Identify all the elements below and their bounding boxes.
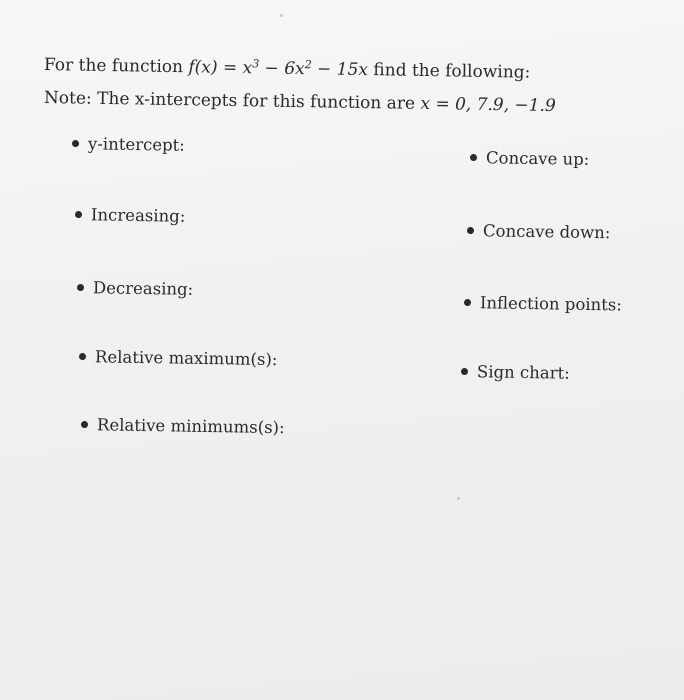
header-prefix: For the function (43, 55, 189, 78)
item-label: Concave down: (482, 221, 611, 243)
function-expr-part: f(x) = x (188, 57, 253, 79)
question-header (44, 55, 531, 83)
item-label: Relative maximum(s): (94, 347, 278, 370)
item-label: Concave up: (485, 148, 590, 169)
header-suffix: find the following: (367, 60, 531, 83)
item-inflection-points (464, 293, 622, 314)
function-expression (188, 57, 368, 80)
function-mid-part: − 6x (259, 58, 305, 80)
note-intercept-values: x = 0, 7.9, −1.9 (420, 93, 556, 117)
bullet-dot (461, 368, 468, 375)
item-concave-down (467, 221, 611, 242)
item-concave-up (470, 148, 590, 169)
item-increasing (75, 205, 186, 226)
item-relative-maximum (79, 347, 278, 369)
bullet-dot (77, 284, 84, 291)
paper-speck (457, 497, 460, 500)
item-label: Relative minimums(s): (96, 415, 285, 438)
bullet-dot (467, 227, 474, 234)
item-label: Increasing: (90, 205, 186, 226)
exponent-2: 2 (304, 58, 312, 72)
item-label: Inflection points: (479, 293, 623, 315)
note-line (44, 88, 556, 116)
bullet-dot (75, 211, 82, 218)
item-label: y-intercept: (87, 134, 185, 155)
item-decreasing (77, 278, 194, 299)
item-y-intercept (72, 134, 185, 155)
note-text: Note: The x-intercepts for this function are (43, 88, 421, 114)
bullet-dot (79, 353, 86, 360)
function-tail-part: − 15x (311, 59, 369, 81)
item-label: Sign chart: (476, 362, 570, 383)
exponent-3: 3 (252, 57, 260, 71)
bullet-dot (464, 299, 471, 306)
bullet-dot (470, 154, 477, 161)
item-sign-chart (461, 362, 570, 383)
item-relative-minimums (81, 415, 285, 437)
bullet-dot (72, 140, 79, 147)
bullet-dot (81, 421, 88, 428)
paper-speck (280, 14, 283, 17)
item-label: Decreasing: (92, 278, 194, 299)
